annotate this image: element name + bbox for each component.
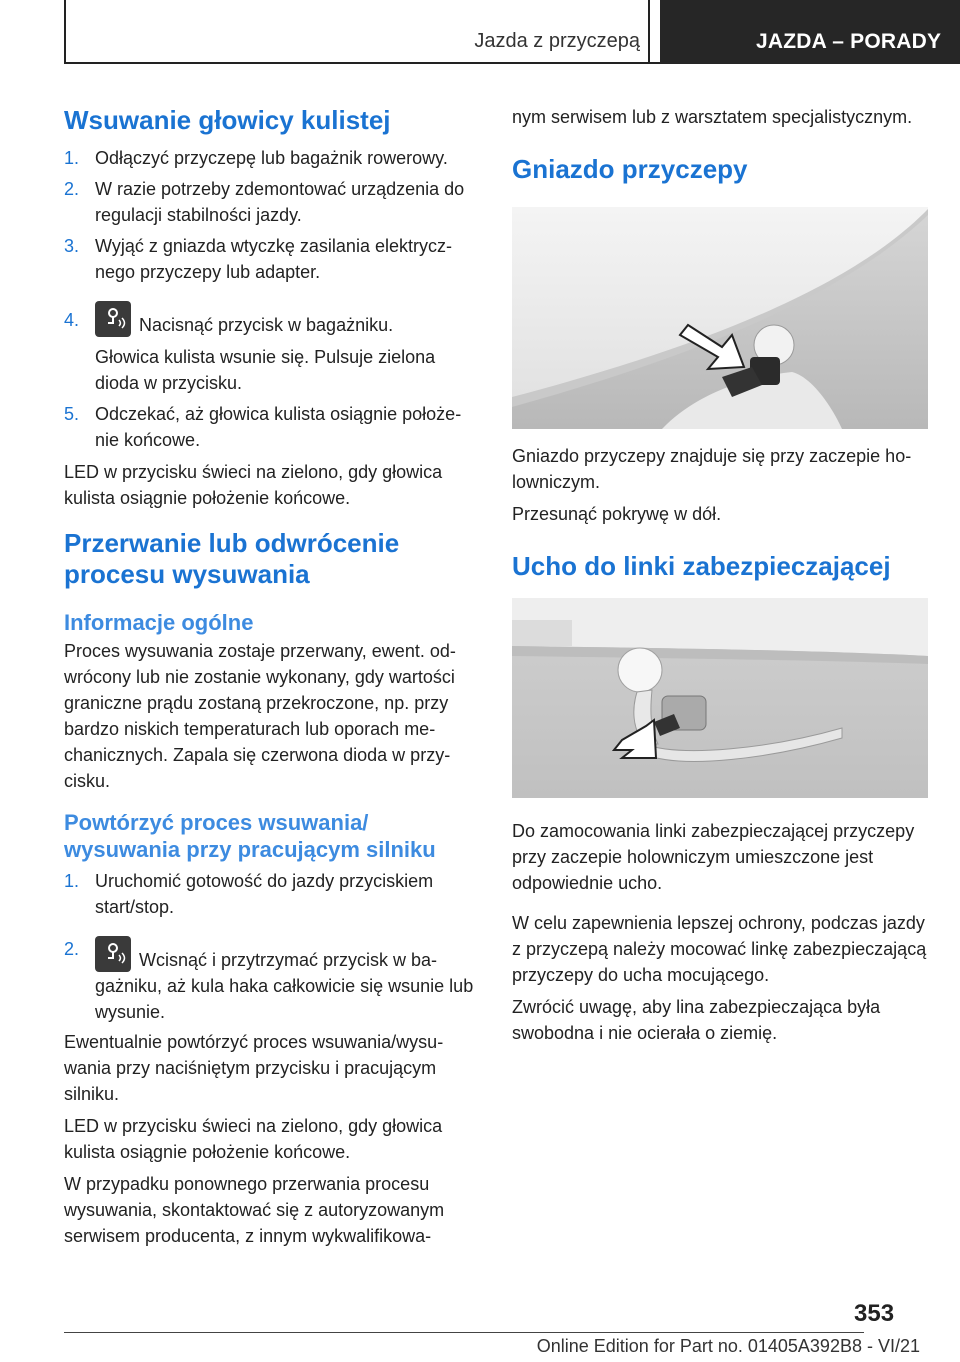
step-number: 3. (64, 236, 80, 256)
socket-cover-text: Przesunąć pokrywę w dół. (512, 504, 722, 524)
header-rule-mid (648, 0, 650, 64)
right-column (512, 100, 928, 1046)
header-section-title: Jazda z przyczepą (474, 30, 640, 52)
step-text: W razie potrzeby zdemontować urządzenia do regulacji stabilności jazdy. (95, 179, 465, 225)
step-number: 2. (64, 939, 80, 959)
continued-text: nym serwisem lub z warsztatem specjalistycznym. (512, 107, 913, 127)
eye-warning-text: Zwrócić uwagę, aby lina zabezpieczająca była swobodna i nie ocierała o ziemię. (512, 997, 881, 1043)
step-text: Wyjąć z gniazda wtyczkę zasilania elektrycznego przyczepy lub adapter. (95, 236, 452, 282)
heading-retract-ball-head: Wsuwanie głowicy kulistej (64, 105, 391, 135)
repeat-steps-list (64, 868, 479, 1025)
heading-general-info: Informacje ogólne (64, 610, 254, 635)
list-item (64, 401, 479, 453)
header-rule-bottom (64, 62, 660, 64)
service-text: W przypadku ponownego przerwania procesu wysuwania, skontaktować się z autoryzowanym serwisem producenta, z innym wykwalifikowa- (64, 1174, 445, 1246)
list-item (64, 301, 479, 338)
list-item (64, 145, 479, 171)
heading-interrupt-extend: Przerwanie lub odwrócenie procesu wysuwania (64, 528, 400, 589)
list-item (64, 176, 479, 228)
step-number: 2. (64, 179, 80, 199)
list-item (64, 936, 479, 1025)
step-text: Wcisnąć i przytrzymać przycisk w bagażniku, aż kula haka całkowicie się wsunie lub wysunie. (95, 950, 474, 1022)
step-text: Odczekać, aż głowica kulista osiągnie położenie końcowe. (95, 404, 462, 450)
socket-location-text: Gniazdo przyczepy znajduje się przy zaczepie holowniczym. (512, 446, 912, 492)
eye-purpose-text: Do zamocowania linki zabezpieczającej przyczepy przy zaczepie holowniczym umieszczone jest odpowiednie ucho. (512, 821, 915, 893)
step-text: Uruchomić gotowość do jazdy przyciskiem start/stop. (95, 871, 434, 917)
step-text: Nacisnąć przycisk w bagażniku. (139, 315, 394, 335)
step-number: 4. (64, 309, 80, 330)
step-text: Odłączyć przyczepę lub bagażnik rowerowy. (95, 148, 448, 168)
list-item (64, 233, 479, 285)
trailer-socket-photo (512, 207, 928, 429)
heading-trailer-socket: Gniazdo przyczepy (512, 154, 748, 184)
footer-edition: Online Edition for Part no. 01405A392B8 - VI/21 (536, 1336, 920, 1356)
list-item (64, 868, 479, 920)
heading-repeat-process: Powtórzyć proces wsuwania/ wysuwania przy pracującym silniku (64, 810, 436, 862)
header-chapter-tab: JAZDA – PORADY (660, 0, 960, 64)
step-4-result: Głowica kulista wsunie się. Pulsuje zielona dioda w przycisku. (95, 347, 436, 393)
eye-protection-text: W celu zapewnienia lepszej ochrony, podczas jazdy z przyczepą należy mocować linkę zabezpieczającą przyczepy do ucha mocującego. (512, 913, 927, 985)
general-info-text: Proces wysuwania zostaje przerwany, ewent. odwrócony lub nie zostanie wykonany, gdy wartości graniczne prądu zostaną przekroczone, np. przy bardzo niskich temperaturach lub oporach mechanicznych. Zapala się czerwona dioda w przycisku. (64, 641, 456, 791)
page-number: 353 (854, 1300, 895, 1327)
step-number: 1. (64, 148, 80, 168)
heading-safety-cable-eye: Ucho do linki zabezpieczającej (512, 551, 891, 581)
tow-hitch-button-icon (95, 301, 131, 337)
retract-steps-list (64, 145, 479, 453)
led-note: LED w przycisku świeci na zielono, gdy głowica kulista osiągnie położenie końcowe. (64, 462, 443, 508)
footer-rule (64, 1332, 864, 1333)
tow-hitch-button-icon (95, 936, 131, 972)
step-number: 5. (64, 404, 80, 424)
led-note-2: LED w przycisku świeci na zielono, gdy głowica kulista osiągnie położenie końcowe. (64, 1116, 443, 1162)
step-number: 1. (64, 871, 80, 891)
left-column (64, 100, 479, 1249)
header-rule-left (64, 0, 66, 64)
safety-cable-eye-photo (512, 598, 928, 798)
repeat-note: Ewentualnie powtórzyć proces wsuwania/wysuwania przy naciśniętym przycisku i pracującym silniku. (64, 1032, 444, 1104)
